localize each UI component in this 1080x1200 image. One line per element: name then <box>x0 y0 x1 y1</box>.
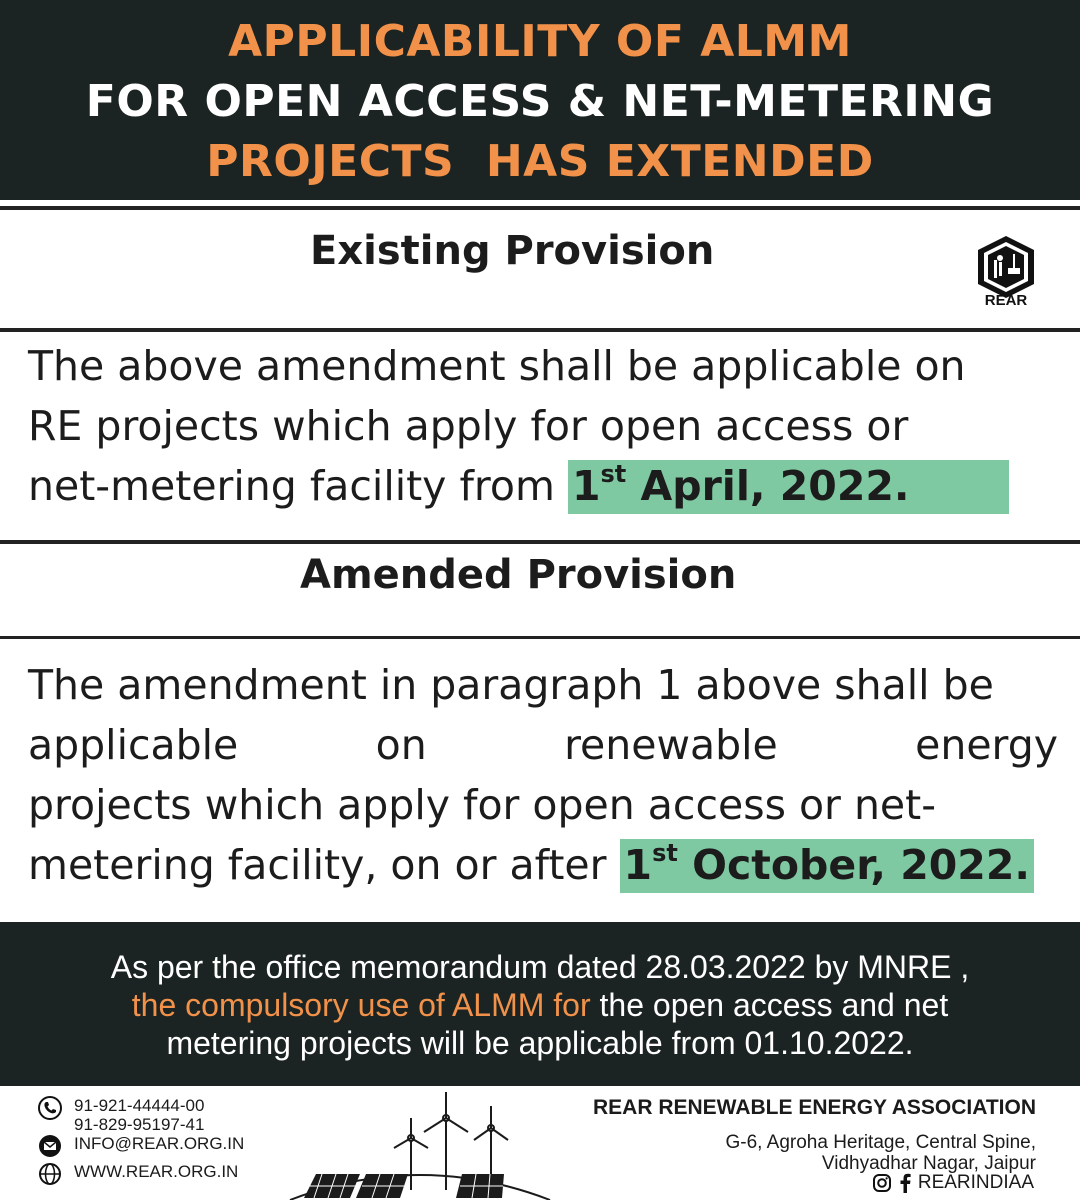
social-handle-text[interactable]: REARINDIAA <box>917 1172 1034 1193</box>
headline-line-3: PROJECTS HAS EXTENDED <box>206 136 874 187</box>
email-contact <box>38 1134 244 1158</box>
text-line-justified <box>28 715 1058 775</box>
address-line-1: G-6, Agroha Heritage, Central Spine, <box>725 1132 1036 1153</box>
memo-summary <box>0 922 1080 1086</box>
divider <box>0 636 1080 639</box>
renewable-energy-illustration-icon <box>286 1090 554 1200</box>
text-line <box>28 456 1058 516</box>
rear-logo-text: REAR <box>984 292 1028 309</box>
text-line: RE projects which apply for open access or <box>28 402 909 450</box>
existing-provision-text <box>28 336 1058 516</box>
phone-number-1[interactable]: 91-921-44444-00 <box>74 1096 205 1115</box>
text-line: The above amendment shall be applicable on <box>28 342 966 390</box>
organization-name: REAR RENEWABLE ENERGY ASSOCIATION <box>593 1096 1036 1119</box>
email-icon <box>38 1134 62 1158</box>
website-link[interactable]: WWW.REAR.ORG.IN <box>74 1162 239 1181</box>
divider <box>0 328 1080 332</box>
header-banner <box>0 0 1080 200</box>
amended-provision-text <box>28 655 1058 895</box>
memo-text: the open access and net <box>590 987 949 1023</box>
divider <box>0 206 1080 210</box>
headline-line-2: FOR OPEN ACCESS & NET-METERING <box>85 76 995 127</box>
text-line: projects which apply for open access or net- <box>28 781 937 829</box>
existing-date-highlight <box>568 460 1010 514</box>
phone-contact <box>38 1096 204 1134</box>
instagram-icon[interactable] <box>872 1173 892 1193</box>
word: on <box>375 721 427 769</box>
word: energy <box>915 721 1058 769</box>
email-link[interactable]: INFO@REAR.ORG.IN <box>74 1134 245 1153</box>
word: renewable <box>564 721 778 769</box>
memo-highlight: the compulsory use of ALMM for <box>131 987 591 1023</box>
footer <box>0 1086 1080 1200</box>
text-line: The amendment in paragraph 1 above shall be <box>28 661 994 709</box>
date-rest: October, 2022. <box>677 841 1030 889</box>
address-line-2: Vidhyadhar Nagar, Jaipur <box>821 1153 1036 1174</box>
date-day: 1 <box>571 462 601 510</box>
organization-info <box>593 1096 1036 1174</box>
date-day: 1 <box>623 841 653 889</box>
facebook-icon[interactable] <box>898 1173 912 1193</box>
phone-number-2[interactable]: 91-829-95197-41 <box>74 1115 205 1134</box>
text-line <box>28 835 1058 895</box>
headline-line-1: APPLICABILITY OF ALMM <box>228 16 852 67</box>
word: applicable <box>28 721 239 769</box>
existing-provision-title: Existing Provision <box>310 228 715 274</box>
date-suffix: st <box>600 460 627 488</box>
text-fragment: net-metering facility from <box>28 462 568 510</box>
date-suffix: st <box>652 839 678 867</box>
rear-logo-icon <box>970 234 1042 324</box>
memo-line-3: metering projects will be applicable from 01.10.2022. <box>166 1025 914 1061</box>
memo-line-1: As per the office memorandum dated 28.03.2022 by MNRE , <box>110 949 970 985</box>
amended-provision-title: Amended Provision <box>300 552 737 598</box>
memo-line-2 <box>0 986 1080 1024</box>
date-rest: April, 2022. <box>626 462 910 510</box>
phone-icon <box>38 1096 62 1120</box>
social-handle[interactable] <box>872 1172 1034 1194</box>
globe-icon <box>38 1162 62 1186</box>
website-contact <box>38 1162 238 1186</box>
document-excerpt <box>0 200 1080 922</box>
text-fragment: metering facility, on or after <box>28 841 620 889</box>
amended-date-highlight <box>620 839 1034 893</box>
divider <box>0 540 1080 544</box>
